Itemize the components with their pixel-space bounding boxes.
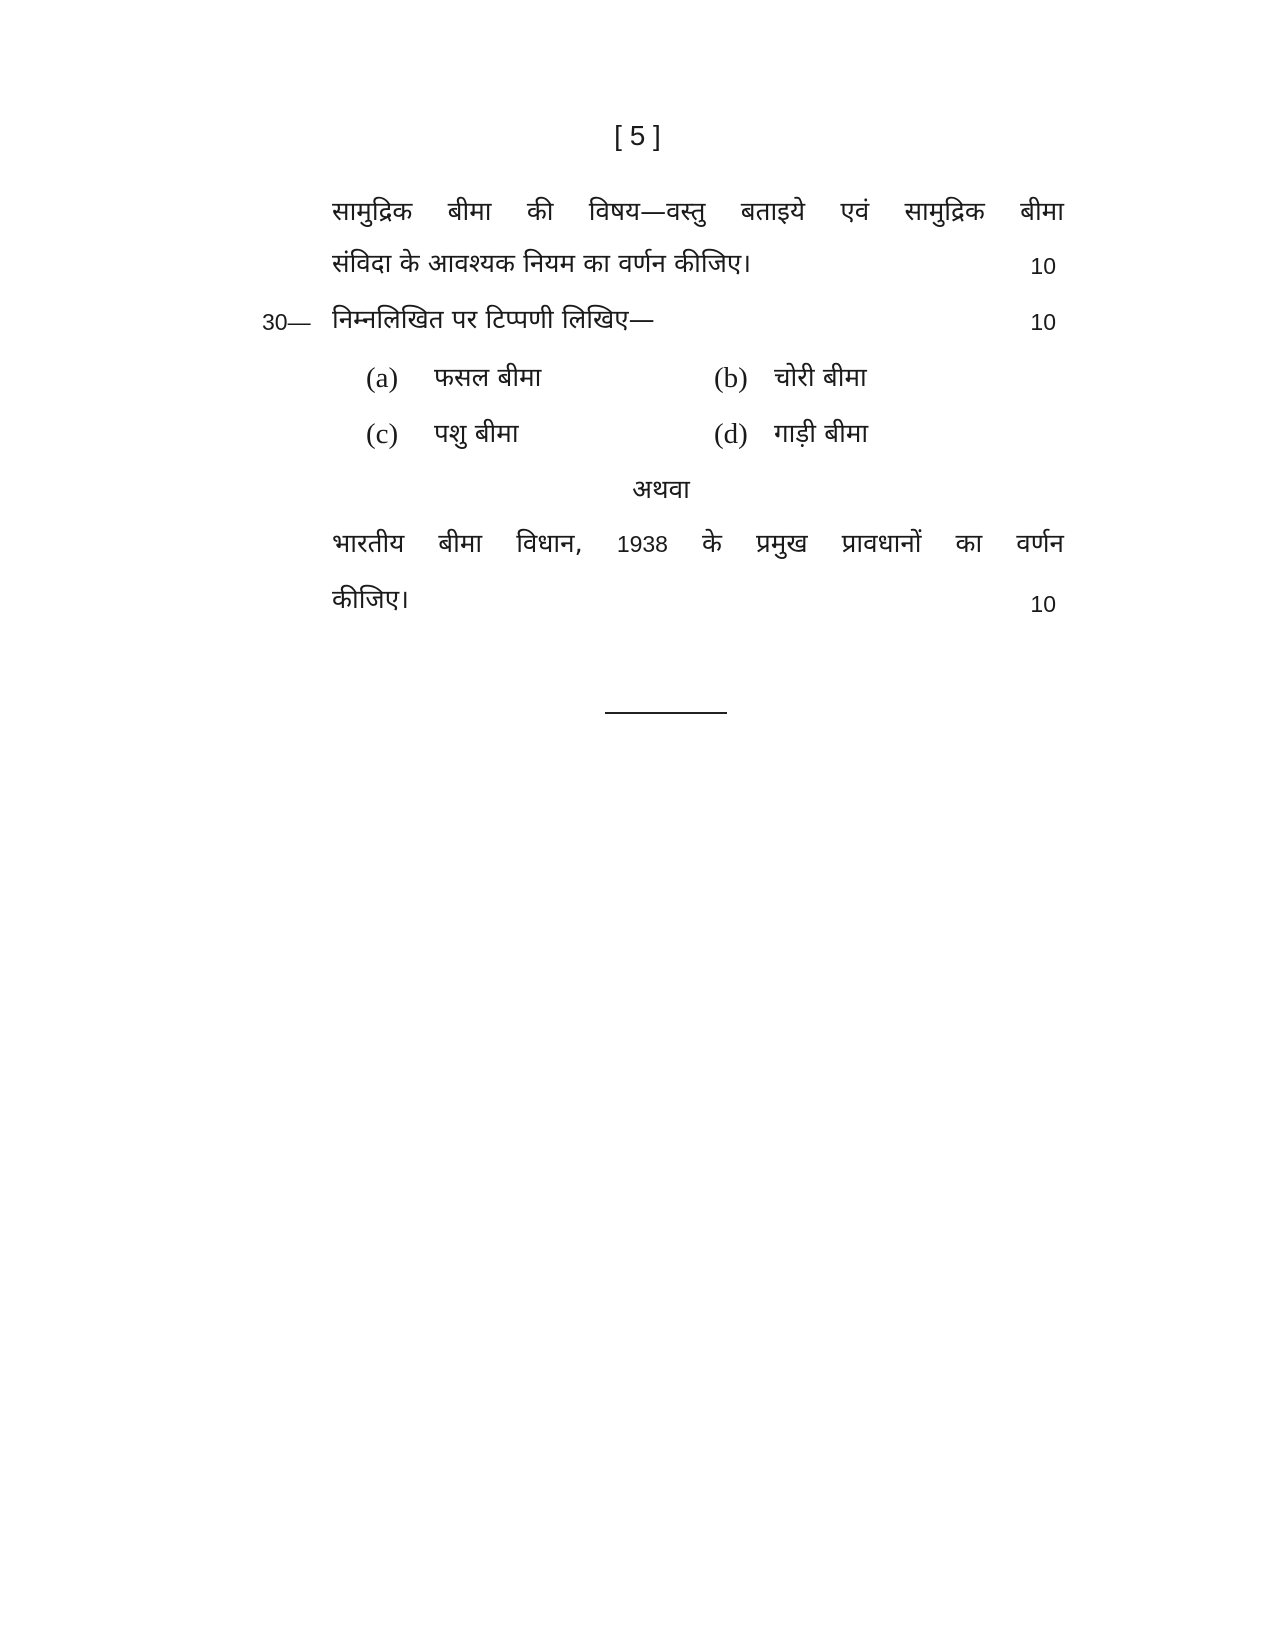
q29-word: विषय—वस्तु: [588, 197, 706, 227]
q30-option-b-text: चोरी बीमा: [774, 363, 867, 393]
option-letter: (a): [366, 362, 399, 394]
page-number: [ 5 ]: [614, 120, 661, 151]
q30-alt-year: 1938: [616, 531, 668, 557]
q30-alt-word: भारतीय: [332, 529, 405, 559]
q30-alt-word: प्रमुख: [755, 529, 808, 559]
q30-alt-line-2: कीजिए।: [332, 585, 409, 615]
q29-alt-line-1: [332, 192, 1064, 232]
q30-alt-word: प्रावधानों: [841, 529, 922, 559]
q30-option-c: [366, 414, 398, 454]
q30-option-a-text: फसल बीमा: [434, 363, 542, 393]
q30-alt-line-1: [332, 524, 1064, 564]
q30-marks: 10: [1030, 309, 1056, 335]
q30-option-c-text: पशु बीमा: [434, 419, 519, 449]
q29-word: सामुद्रिक: [332, 197, 413, 227]
q30-alt-word: विधान,: [516, 529, 583, 559]
end-of-paper-rule: [605, 712, 727, 714]
q29-alt-marks: 10: [1030, 253, 1056, 279]
option-letter: (b): [714, 362, 748, 394]
q30-alt-word: का: [955, 529, 983, 559]
q30-alt-marks: 10: [1030, 591, 1056, 617]
q30-option-a: [366, 358, 398, 398]
option-letter: (c): [366, 418, 399, 450]
q30-option-d-text: गाड़ी बीमा: [774, 419, 869, 449]
q29-alt-line-2: संविदा के आवश्यक नियम का वर्णन कीजिए।: [332, 249, 752, 279]
option-letter: (d): [714, 418, 748, 450]
q30-option-d: [714, 414, 748, 454]
q29-word: बताइये: [740, 197, 806, 227]
q29-word: एवं: [840, 197, 870, 227]
or-label: अथवा: [632, 475, 690, 505]
q29-word: की: [526, 197, 554, 227]
q29-word: सामुद्रिक: [904, 197, 985, 227]
q30-option-b: [714, 358, 748, 398]
q30-text: निम्नलिखित पर टिप्पणी लिखिए—: [332, 305, 655, 335]
q29-word: बीमा: [1020, 197, 1064, 227]
q30-alt-word: वर्णन: [1016, 529, 1064, 559]
q30-alt-word: बीमा: [438, 529, 483, 559]
q30-alt-word: के: [702, 529, 722, 559]
q30-number: 30—: [262, 309, 311, 335]
q29-word: बीमा: [447, 197, 492, 227]
